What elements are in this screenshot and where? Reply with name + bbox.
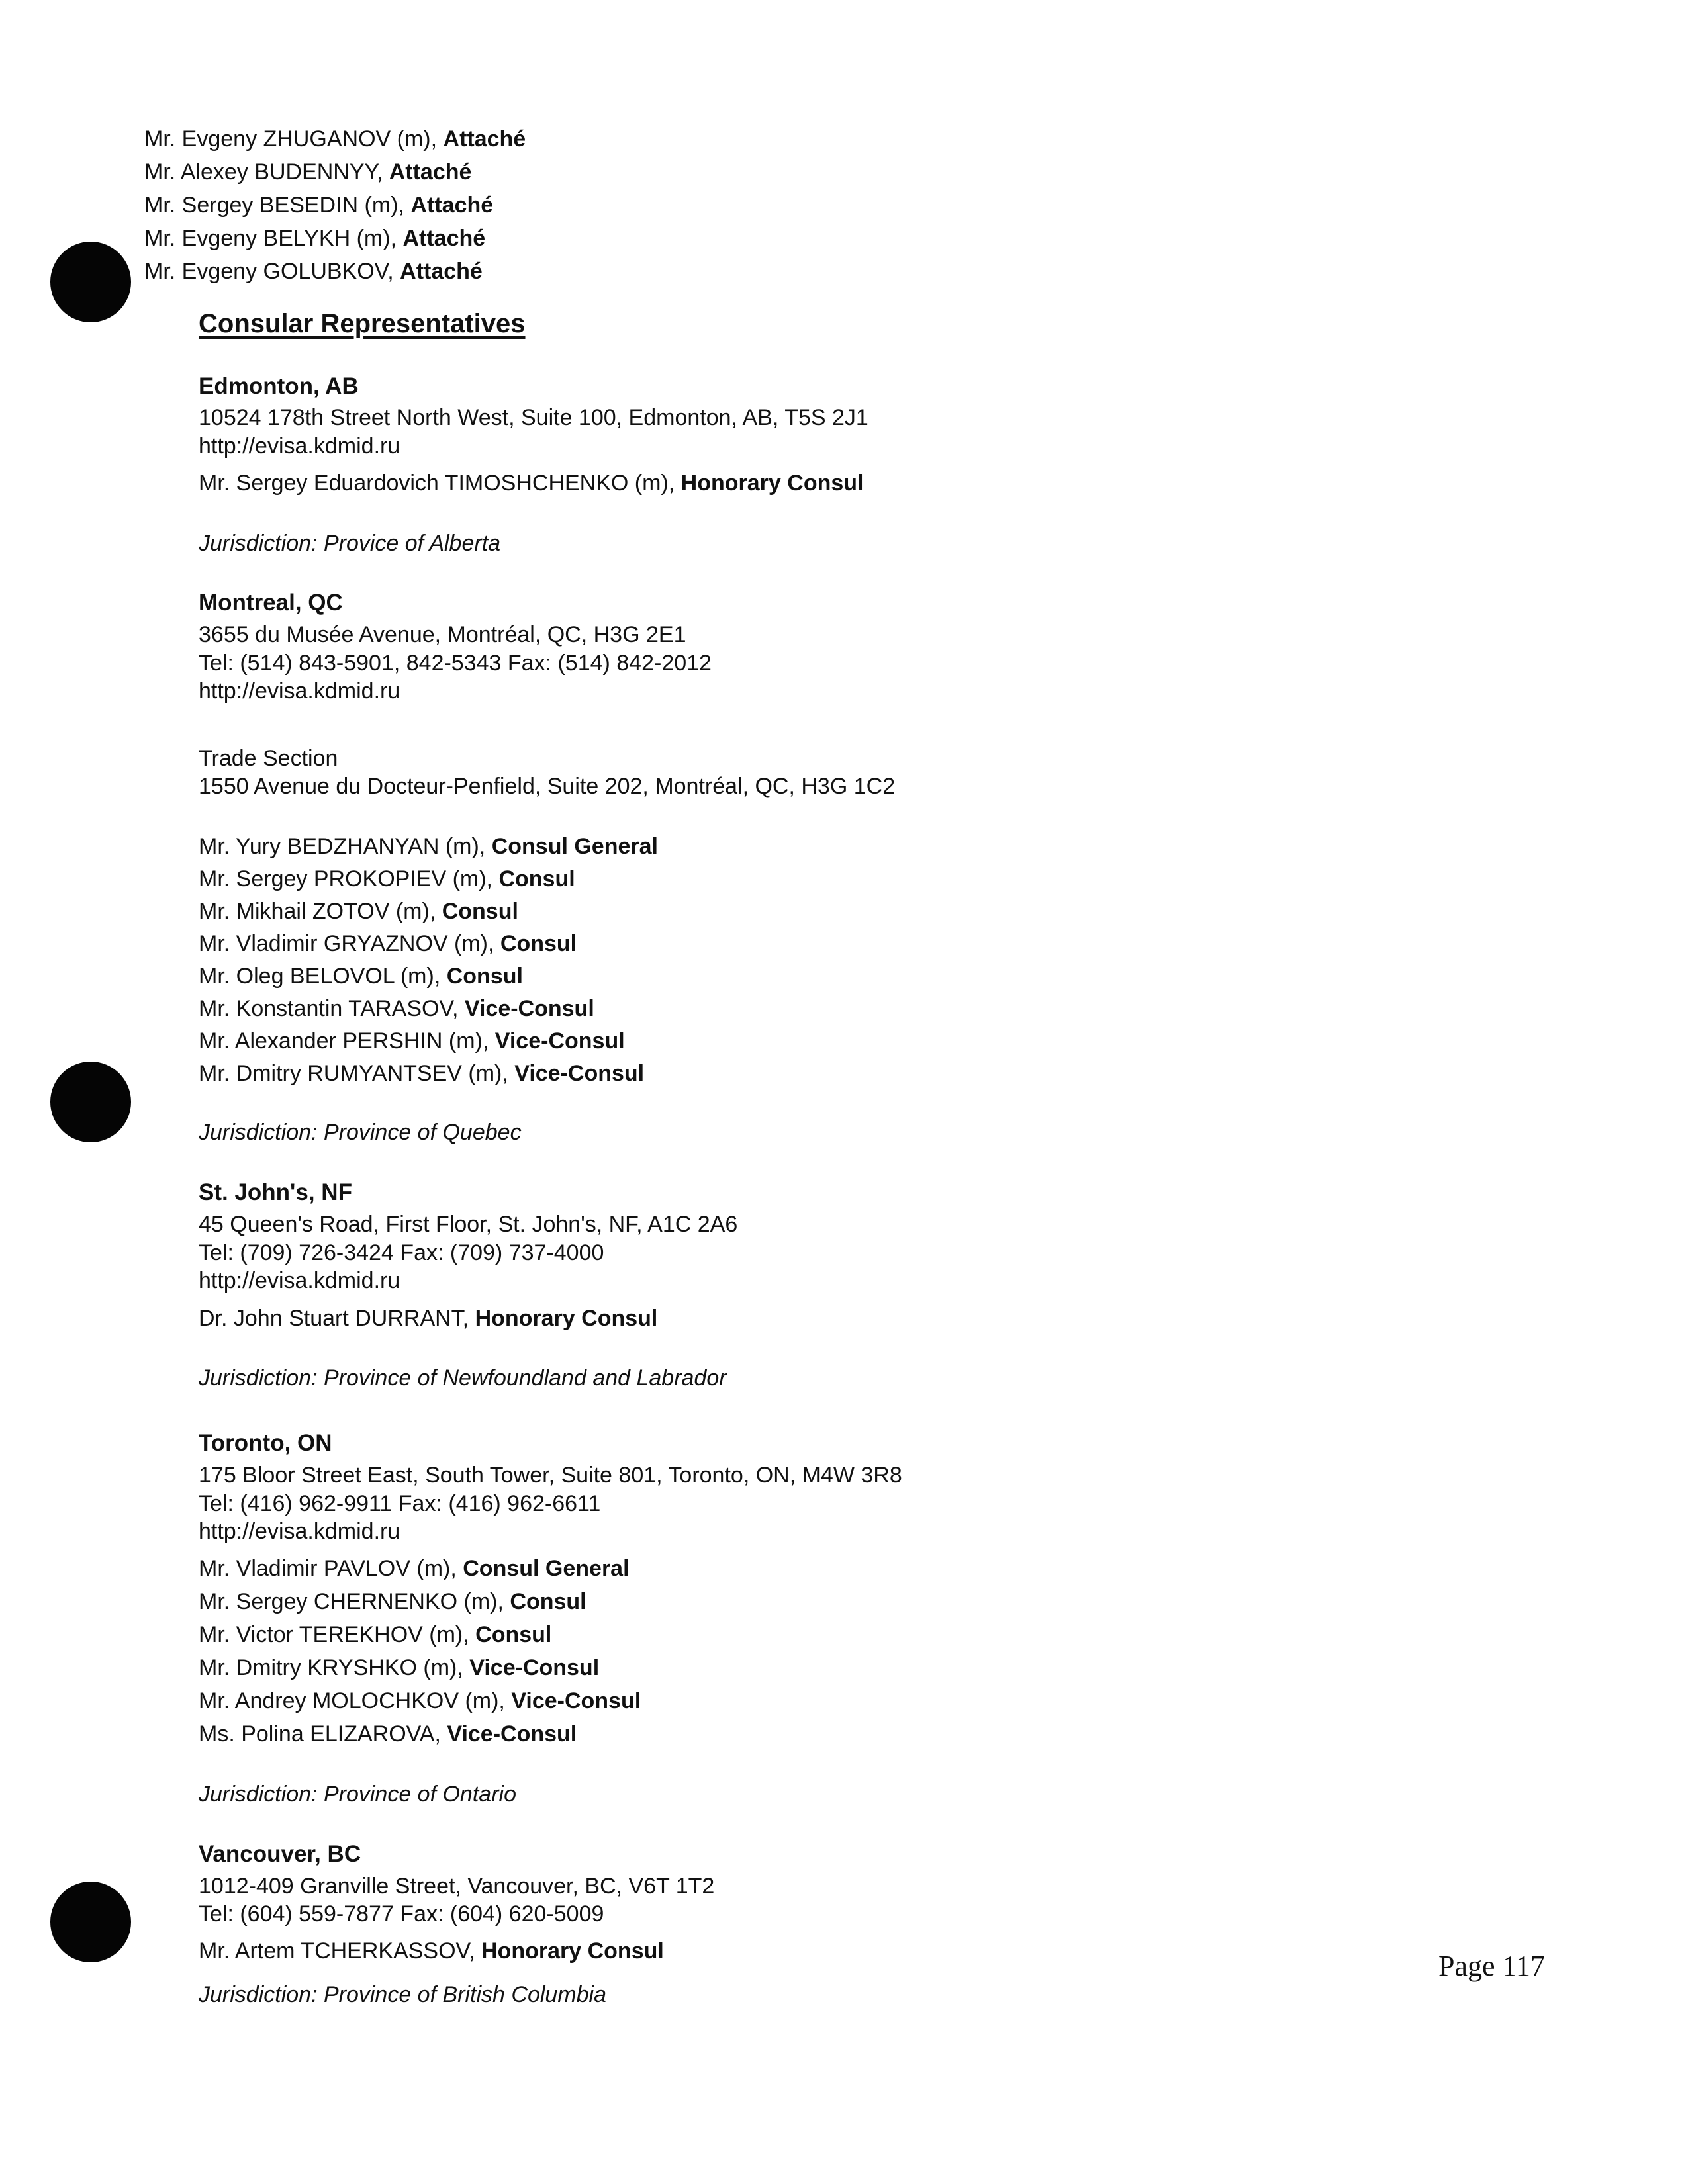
staff-item: Mr. Artem TCHERKASSOV, Honorary Consul: [199, 1938, 664, 1964]
binder-hole-middle: [50, 1062, 131, 1142]
jurisdiction: Jurisdiction: Province of Newfoundland and Labrador: [199, 1365, 727, 1390]
jurisdiction: Jurisdiction: Province of Quebec: [199, 1120, 522, 1145]
phone-fax: Tel: (604) 559-7877 Fax: (604) 620-5009: [199, 1901, 604, 1927]
staff-item: Mr. Oleg BELOVOL (m), Consul: [199, 964, 523, 989]
address: 45 Queen's Road, First Floor, St. John's, NF, A1C 2A6: [199, 1212, 738, 1237]
city-heading: Vancouver, BC: [199, 1841, 361, 1867]
staff-item: Mr. Sergey CHERNENKO (m), Consul: [199, 1589, 586, 1614]
staff-item: Ms. Polina ELIZAROVA, Vice-Consul: [199, 1721, 577, 1747]
list-item: Mr. Alexey BUDENNYY, Attaché: [144, 159, 472, 185]
section-heading: Consular Representatives: [199, 309, 526, 338]
phone-fax: Tel: (709) 726-3424 Fax: (709) 737-4000: [199, 1240, 604, 1265]
binder-hole-bottom: [50, 1882, 131, 1962]
website-link[interactable]: http://evisa.kdmid.ru: [199, 678, 400, 704]
staff-item: Mr. Mikhail ZOTOV (m), Consul: [199, 899, 518, 924]
staff-item: Mr. Dmitry RUMYANTSEV (m), Vice-Consul: [199, 1061, 645, 1086]
staff-item: Mr. Sergey Eduardovich TIMOSHCHENKO (m), Honorary Consul: [199, 471, 864, 496]
list-item: Mr. Sergey BESEDIN (m), Attaché: [144, 193, 494, 218]
staff-item: Mr. Alexander PERSHIN (m), Vice-Consul: [199, 1028, 625, 1054]
staff-item: Mr. Yury BEDZHANYAN (m), Consul General: [199, 834, 658, 859]
staff-item: Mr. Dmitry KRYSHKO (m), Vice-Consul: [199, 1655, 600, 1680]
staff-item: Mr. Vladimir PAVLOV (m), Consul General: [199, 1556, 630, 1581]
staff-item: Mr. Sergey PROKOPIEV (m), Consul: [199, 866, 575, 891]
website-link[interactable]: http://evisa.kdmid.ru: [199, 433, 400, 459]
jurisdiction: Jurisdiction: Province of Ontario: [199, 1782, 516, 1807]
address: 175 Bloor Street East, South Tower, Suite 801, Toronto, ON, M4W 3R8: [199, 1463, 902, 1488]
city-heading: Toronto, ON: [199, 1430, 332, 1456]
website-link[interactable]: http://evisa.kdmid.ru: [199, 1268, 400, 1293]
trade-section-label: Trade Section: [199, 746, 338, 771]
city-heading: Montreal, QC: [199, 590, 343, 615]
address: 10524 178th Street North West, Suite 100, Edmonton, AB, T5S 2J1: [199, 405, 868, 430]
staff-item: Dr. John Stuart DURRANT, Honorary Consul: [199, 1306, 658, 1331]
trade-section-address: 1550 Avenue du Docteur-Penfield, Suite 202, Montréal, QC, H3G 1C2: [199, 774, 896, 799]
staff-item: Mr. Vladimir GRYAZNOV (m), Consul: [199, 931, 577, 956]
staff-item: Mr. Victor TEREKHOV (m), Consul: [199, 1622, 552, 1647]
address: 3655 du Musée Avenue, Montréal, QC, H3G 2E1: [199, 622, 686, 647]
list-item: Mr. Evgeny BELYKH (m), Attaché: [144, 226, 486, 251]
phone-fax: Tel: (514) 843-5901, 842-5343 Fax: (514) 842-2012: [199, 651, 712, 676]
staff-item: Mr. Andrey MOLOCHKOV (m), Vice-Consul: [199, 1688, 641, 1713]
staff-item: Mr. Konstantin TARASOV, Vice-Consul: [199, 996, 594, 1021]
list-item: Mr. Evgeny GOLUBKOV, Attaché: [144, 259, 483, 284]
address: 1012-409 Granville Street, Vancouver, BC, V6T 1T2: [199, 1874, 715, 1899]
binder-hole-top: [50, 242, 131, 322]
page-number: Page 117: [1438, 1950, 1545, 1982]
phone-fax: Tel: (416) 962-9911 Fax: (416) 962-6611: [199, 1491, 601, 1516]
city-heading: St. John's, NF: [199, 1179, 352, 1205]
jurisdiction: Jurisdiction: Provice of Alberta: [199, 531, 501, 556]
website-link[interactable]: http://evisa.kdmid.ru: [199, 1519, 400, 1544]
list-item: Mr. Evgeny ZHUGANOV (m), Attaché: [144, 126, 526, 152]
city-heading: Edmonton, AB: [199, 373, 359, 399]
jurisdiction: Jurisdiction: Province of British Columbia: [199, 1982, 607, 2007]
